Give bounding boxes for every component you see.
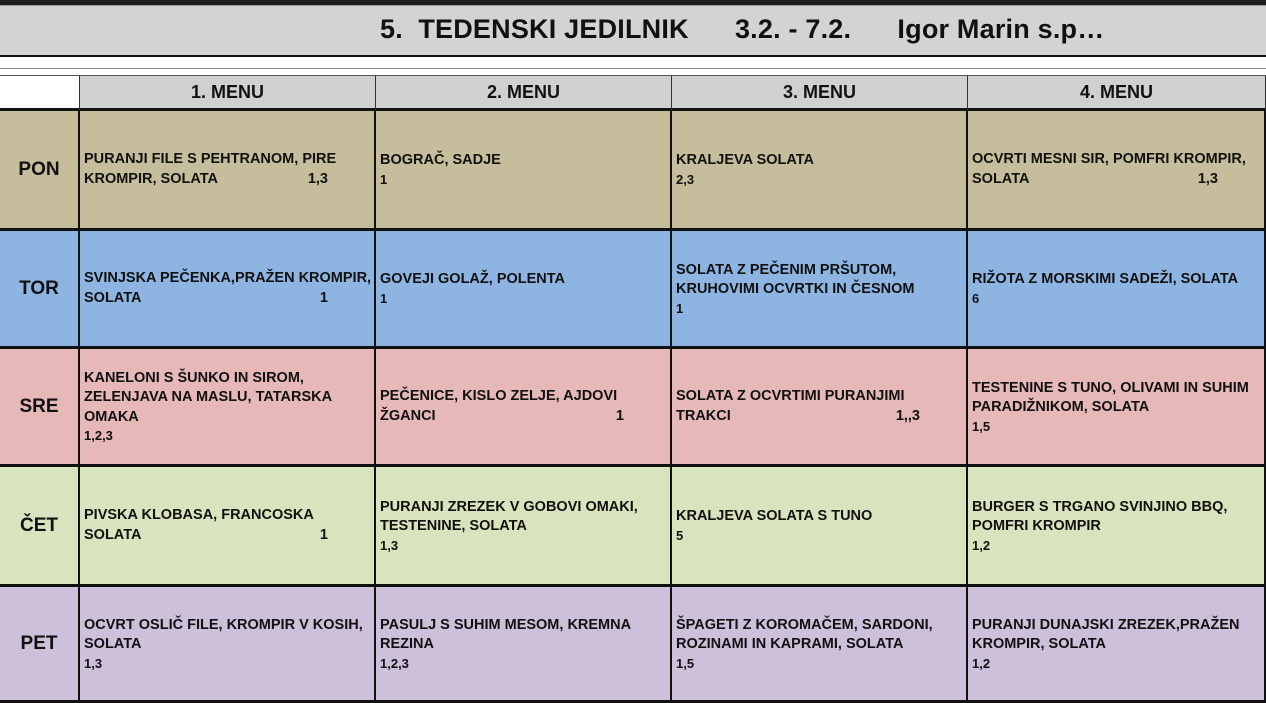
dish-text: SOLATA <box>84 289 142 306</box>
menu-cell <box>672 587 968 703</box>
menu-cell <box>376 231 672 349</box>
dish-line <box>972 635 1258 655</box>
dish-line <box>676 616 960 636</box>
separator-row <box>0 59 1266 69</box>
dish-text: POMFRI KROMPIR <box>972 518 1101 534</box>
dish-text: KROMPIR, SOLATA <box>84 170 218 187</box>
menu-cell <box>672 231 968 349</box>
dish-line <box>972 170 1258 190</box>
dish-line <box>676 407 960 427</box>
menu-cell <box>968 349 1266 467</box>
allergen-codes: 1,2 <box>972 655 991 671</box>
dish-line <box>84 408 368 428</box>
menu-cell <box>376 467 672 587</box>
allergen-codes: 1 <box>319 289 328 306</box>
dish-text: PARADIŽNIKOM, SOLATA <box>972 399 1150 415</box>
dish-text: PASULJ S SUHIM MESOM, KREMNA <box>380 616 632 633</box>
dish-line <box>84 269 372 289</box>
dish-line <box>380 270 664 290</box>
dish-line <box>972 498 1258 518</box>
allergen-codes: 1,5 <box>972 418 991 434</box>
dish-text: TESTENINE S TUNO, OLIVAMI IN SUHIM <box>972 379 1249 396</box>
dish-text: TRAKCI <box>676 407 731 424</box>
dish-line <box>676 280 960 300</box>
allergen-codes: 1,,3 <box>895 407 920 424</box>
allergen-codes: 1 <box>380 290 388 306</box>
dish-line <box>380 407 664 427</box>
dish-text: OCVRTI MESNI SIR, POMFRI KROMPIR, <box>972 151 1246 167</box>
dish-text: REZINA <box>380 636 434 652</box>
dish-line <box>972 398 1258 418</box>
menu-cell <box>672 349 968 467</box>
dish-line <box>676 507 960 527</box>
dish-line <box>972 270 1258 290</box>
dish-text: SOLATA <box>972 170 1030 187</box>
dish-text: ZELENJAVA NA MASLU, TATARSKA <box>84 389 333 406</box>
dish-text: PURANJI FILE S PEHTRANOM, PIRE <box>84 151 337 167</box>
dish-text: RIŽOTA Z MORSKIMI SADEŽI, SOLATA <box>972 271 1239 288</box>
dish-text: OMAKA <box>84 408 139 425</box>
allergen-codes: 1,2,3 <box>84 428 113 444</box>
dish-line <box>676 635 960 655</box>
dish-line <box>84 635 368 655</box>
day-label: PON <box>0 111 80 231</box>
dish-line <box>380 498 664 518</box>
dish-text: KRALJEVA SOLATA S TUNO <box>676 508 873 525</box>
allergen-codes: 1,2 <box>972 537 991 553</box>
menu-header-3: 3. MENU <box>672 75 968 111</box>
dish-text: PEČENICE, KISLO ZELJE, AJDOVI <box>380 388 618 404</box>
dish-text: GOVEJI GOLAŽ, POLENTA <box>380 271 566 288</box>
day-label: TOR <box>0 231 80 349</box>
dish-text: PURANJI ZREZEK V GOBOVI OMAKI, <box>380 498 638 515</box>
dish-line <box>380 616 664 636</box>
menu-cell <box>80 231 376 349</box>
dish-line <box>84 369 368 389</box>
menu-cell <box>968 467 1266 587</box>
dish-line <box>84 616 368 636</box>
allergen-codes: 1 <box>380 171 388 187</box>
allergen-codes: 1 <box>615 407 624 424</box>
dish-text: KROMPIR, SOLATA <box>972 636 1106 652</box>
dish-line <box>380 635 664 655</box>
menu-header-4: 4. MENU <box>968 75 1266 111</box>
menu-cell <box>376 111 672 231</box>
menu-cell <box>80 587 376 703</box>
dish-text: SVINJSKA PEČENKA,PRAŽEN KROMPIR, <box>84 270 372 286</box>
dish-line <box>972 616 1258 636</box>
dish-text: PURANJI DUNAJSKI ZREZEK,PRAŽEN <box>972 616 1240 633</box>
dish-text: KRUHOVIMI OCVRTKI IN ČESNOM <box>676 281 915 297</box>
allergen-codes: 6 <box>972 290 980 306</box>
dish-text: PIVSKA KLOBASA, FRANCOSKA <box>84 507 314 523</box>
dish-text: SOLATA Z OCVRTIMI PURANJIMI <box>676 388 905 404</box>
dish-line <box>84 388 368 408</box>
allergen-codes: 1,3 <box>1197 170 1218 187</box>
dish-text: OCVRT OSLIČ FILE, KROMPIR V KOSIH, <box>84 616 363 633</box>
dish-line <box>380 151 664 171</box>
allergen-codes: 1,3 <box>84 655 103 671</box>
dish-text: KRALJEVA SOLATA <box>676 152 815 169</box>
day-label: SRE <box>0 349 80 467</box>
page-title: 5. TEDENSKI JEDILNIK 3.2. - 7.2. Igor Marin s.p… <box>380 14 1105 44</box>
dish-line <box>84 150 368 170</box>
allergen-codes: 1 <box>676 300 684 316</box>
menu-cell <box>376 587 672 703</box>
allergen-codes: 1,3 <box>307 170 328 187</box>
day-label: ČET <box>0 467 80 587</box>
dish-line <box>972 517 1258 537</box>
dish-line <box>84 170 368 190</box>
dish-line <box>972 379 1258 399</box>
dish-text: ŽGANCI <box>380 407 436 424</box>
header-blank-cell <box>0 75 80 111</box>
menu-cell <box>376 349 672 467</box>
dish-text: BURGER S TRGANO SVINJINO BBQ, <box>972 498 1228 515</box>
allergen-codes: 5 <box>676 527 684 543</box>
menu-cell <box>672 111 968 231</box>
dish-text: SOLATA <box>84 526 142 543</box>
menu-header-1: 1. MENU <box>80 75 376 111</box>
menu-cell <box>80 111 376 231</box>
dish-line <box>84 526 368 546</box>
allergen-codes: 1 <box>319 526 328 543</box>
dish-text: BOGRAČ, SADJE <box>380 152 501 169</box>
dish-text: KANELONI S ŠUNKO IN SIROM, <box>84 369 304 386</box>
menu-cell <box>968 231 1266 349</box>
dish-line <box>84 506 368 526</box>
menu-header-2: 2. MENU <box>376 75 672 111</box>
allergen-codes: 2,3 <box>676 171 695 187</box>
day-label: PET <box>0 587 80 703</box>
allergen-codes: 1,5 <box>676 655 695 671</box>
dish-line <box>676 261 960 281</box>
allergen-codes: 1,2,3 <box>380 655 409 671</box>
dish-line <box>84 289 368 309</box>
dish-text: TESTENINE, SOLATA <box>380 518 527 534</box>
menu-cell <box>80 349 376 467</box>
dish-text: SOLATA Z PEČENIM PRŠUTOM, <box>676 261 897 278</box>
dish-text: ROZINAMI IN KAPRAMI, SOLATA <box>676 636 904 652</box>
menu-cell <box>672 467 968 587</box>
dish-line <box>676 387 960 407</box>
menu-cell <box>968 111 1266 231</box>
dish-line <box>972 150 1258 170</box>
dish-text: SOLATA <box>84 636 142 652</box>
dish-line <box>676 151 960 171</box>
dish-text: ŠPAGETI Z KOROMAČEM, SARDONI, <box>676 616 933 633</box>
dish-line <box>380 517 664 537</box>
menu-cell <box>968 587 1266 703</box>
menu-cell <box>80 467 376 587</box>
allergen-codes: 1,3 <box>380 537 399 553</box>
dish-line <box>380 387 664 407</box>
